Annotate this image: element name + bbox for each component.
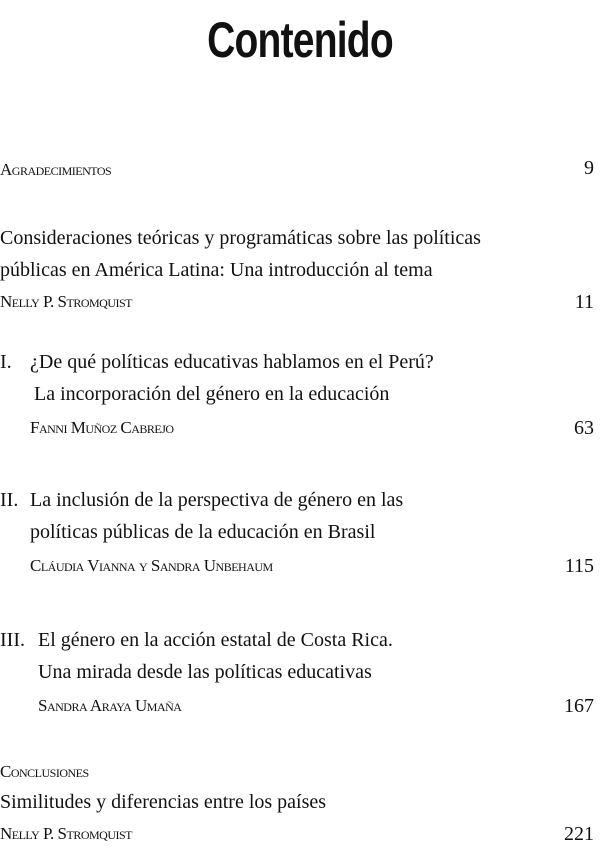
toc-page-number: 221 xyxy=(564,823,594,845)
chapter-number: II. xyxy=(0,489,19,511)
toc-heading-conclusiones: Conclusiones xyxy=(0,762,89,781)
toc-entry-title: La inclusión de la perspectiva de género en las xyxy=(30,489,404,511)
toc-page-number: 115 xyxy=(564,555,594,577)
chapter-number: I. xyxy=(0,351,12,373)
toc-entry-title-row xyxy=(0,350,434,374)
toc-entry-title: La incorporación del género en la educación xyxy=(34,383,390,405)
toc-entry-title: El género en la acción estatal de Costa Rica. xyxy=(38,629,393,651)
toc-entry-title: Consideraciones teóricas y programáticas sobre las políticas xyxy=(0,227,481,249)
toc-entry-title: Similitudes y diferencias entre los países xyxy=(0,791,327,813)
toc-entry-title: políticas públicas de la educación en Brasil xyxy=(30,521,376,543)
toc-entry-author: Nelly P. Stromquist xyxy=(0,292,133,311)
toc-entry-title: Una mirada desde las políticas educativas xyxy=(38,661,372,683)
toc-page-number: 11 xyxy=(574,291,594,313)
toc-page-number: 167 xyxy=(564,695,594,717)
toc-entry-author: Fanni Muñoz Cabrejo xyxy=(30,418,174,437)
toc-page-number: 9 xyxy=(584,157,594,179)
toc-entry-title: públicas en América Latina: Una introducción al tema xyxy=(0,259,433,281)
toc-entry-title-row xyxy=(0,628,393,652)
page-title: Contenido xyxy=(207,12,393,68)
toc-entry-author: Nelly P. Stromquist xyxy=(0,824,133,843)
toc-entry-title: ¿De qué políticas educativas hablamos en el Perú? xyxy=(30,351,434,373)
toc-page-number: 63 xyxy=(574,417,594,439)
toc-entry-author: Cláudia Vianna y Sandra Unbehaum xyxy=(30,556,273,575)
toc-heading-agradecimientos: Agradecimientos xyxy=(0,160,112,179)
toc-entry-title-row xyxy=(0,488,403,512)
chapter-number: III. xyxy=(0,629,25,651)
toc-entry-author: Sandra Araya Umaña xyxy=(38,696,182,715)
